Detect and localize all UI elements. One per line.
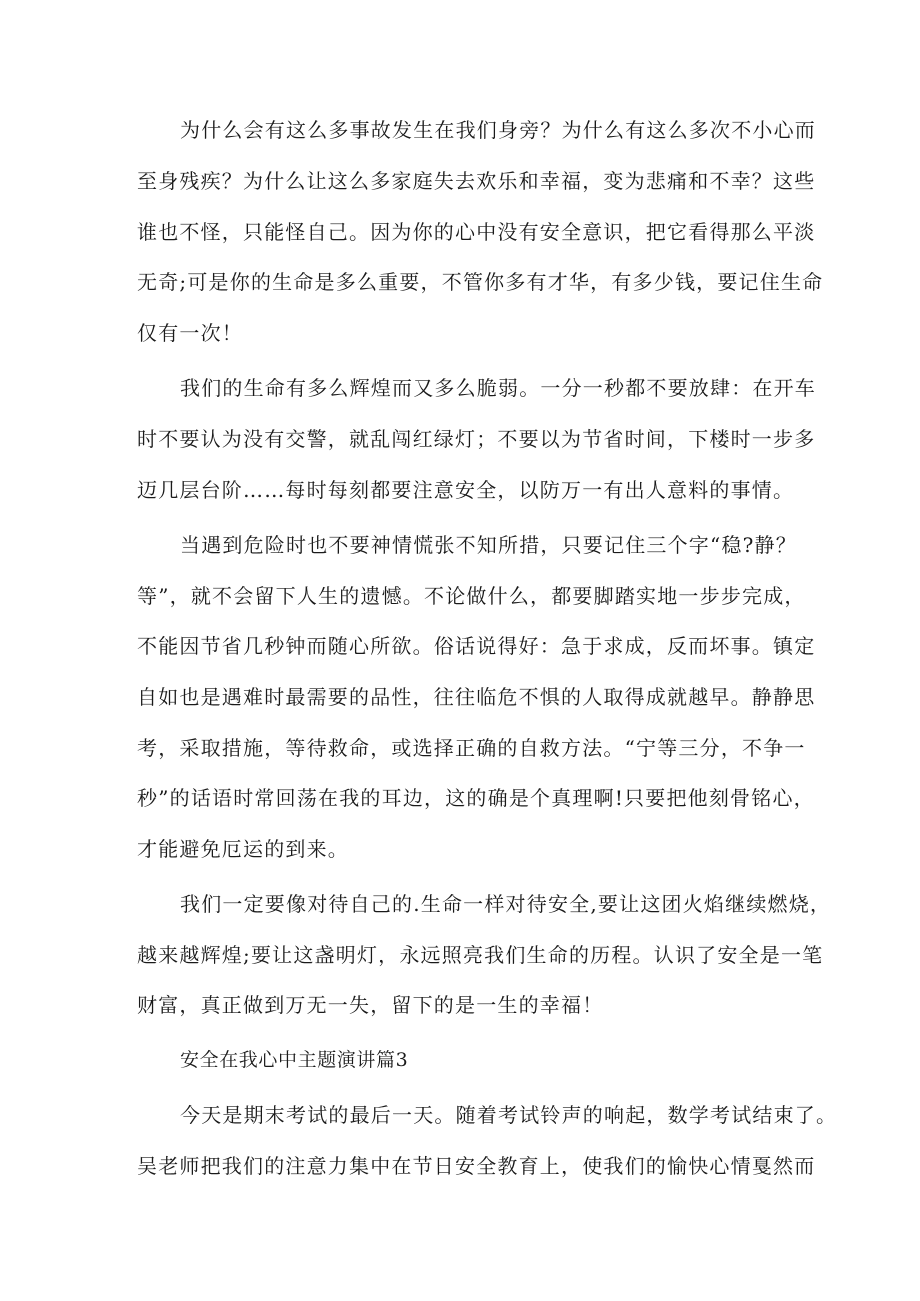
paragraph-line: 仅有一次！ <box>137 321 243 345</box>
paragraph-line: 我们一定要像对待自己的.生命一样对待安全,要让这团火焰继续燃烧， <box>180 892 832 916</box>
paragraph-line: 等”，就不会留下人生的遗憾。不论做什么，都要脚踏实地一步步完成， <box>137 584 806 608</box>
paragraph-line: 时不要认为没有交警，就乱闯红绿灯；不要以为节省时间，下楼时一步多 <box>137 427 816 451</box>
paragraph-line: 才能避免厄运的到来。 <box>137 837 349 861</box>
paragraph-line: 我们的生命有多么辉煌而又多么脆弱。一分一秒都不要放肆：在开车 <box>180 376 816 400</box>
paragraph-line: 财富，真正做到万无一失，留下的是一生的幸福！ <box>137 993 604 1017</box>
paragraph-line: 自如也是遇难时最需要的品性，往往临危不惧的人取得成就越早。静静思 <box>137 685 816 709</box>
paragraph-line: 无奇;可是你的生命是多么重要，不管你多有才华，有多少钱，要记住生命 <box>137 270 824 294</box>
paragraph-line: 不能因节省几秒钟而随心所欲。俗话说得好：急于求成，反而坏事。镇定 <box>137 634 816 658</box>
paragraph-line: 当遇到危险时也不要神情慌张不知所措，只要记住三个字“稳?静？ <box>180 533 797 557</box>
paragraph-line: 迈几层台阶……每时每刻都要注意安全，以防万一有出人意料的事情。 <box>137 478 795 502</box>
paragraph-line: 为什么会有这么多事故发生在我们身旁？为什么有这么多次不小心而 <box>180 118 816 142</box>
section-heading: 安全在我心中主题演讲篇3 <box>180 1049 409 1071</box>
paragraph-line: 谁也不怪，只能怪自己。因为你的心中没有安全意识，把它看得那么平淡 <box>137 220 816 244</box>
paragraph-line: 今天是期末考试的最后一天。随着考试铃声的响起，数学考试结束了。 <box>180 1103 838 1127</box>
paragraph-line: 吴老师把我们的注意力集中在节日安全教育上，使我们的愉快心情戛然而 <box>137 1154 816 1178</box>
paragraph-line: 越来越辉煌;要让这盏明灯，永远照亮我们生命的历程。认识了安全是一笔 <box>137 943 824 967</box>
paragraph-line: 考，采取措施，等待救命，或选择正确的自救方法。“宁等三分，不争一 <box>137 736 806 760</box>
paragraph-line: 秒”的话语时常回荡在我的耳边，这的确是个真理啊!只要把他刻骨铭心， <box>137 786 815 810</box>
paragraph-line: 至身残疾？为什么让这么多家庭失去欢乐和幸福，变为悲痛和不幸？这些 <box>137 169 816 193</box>
